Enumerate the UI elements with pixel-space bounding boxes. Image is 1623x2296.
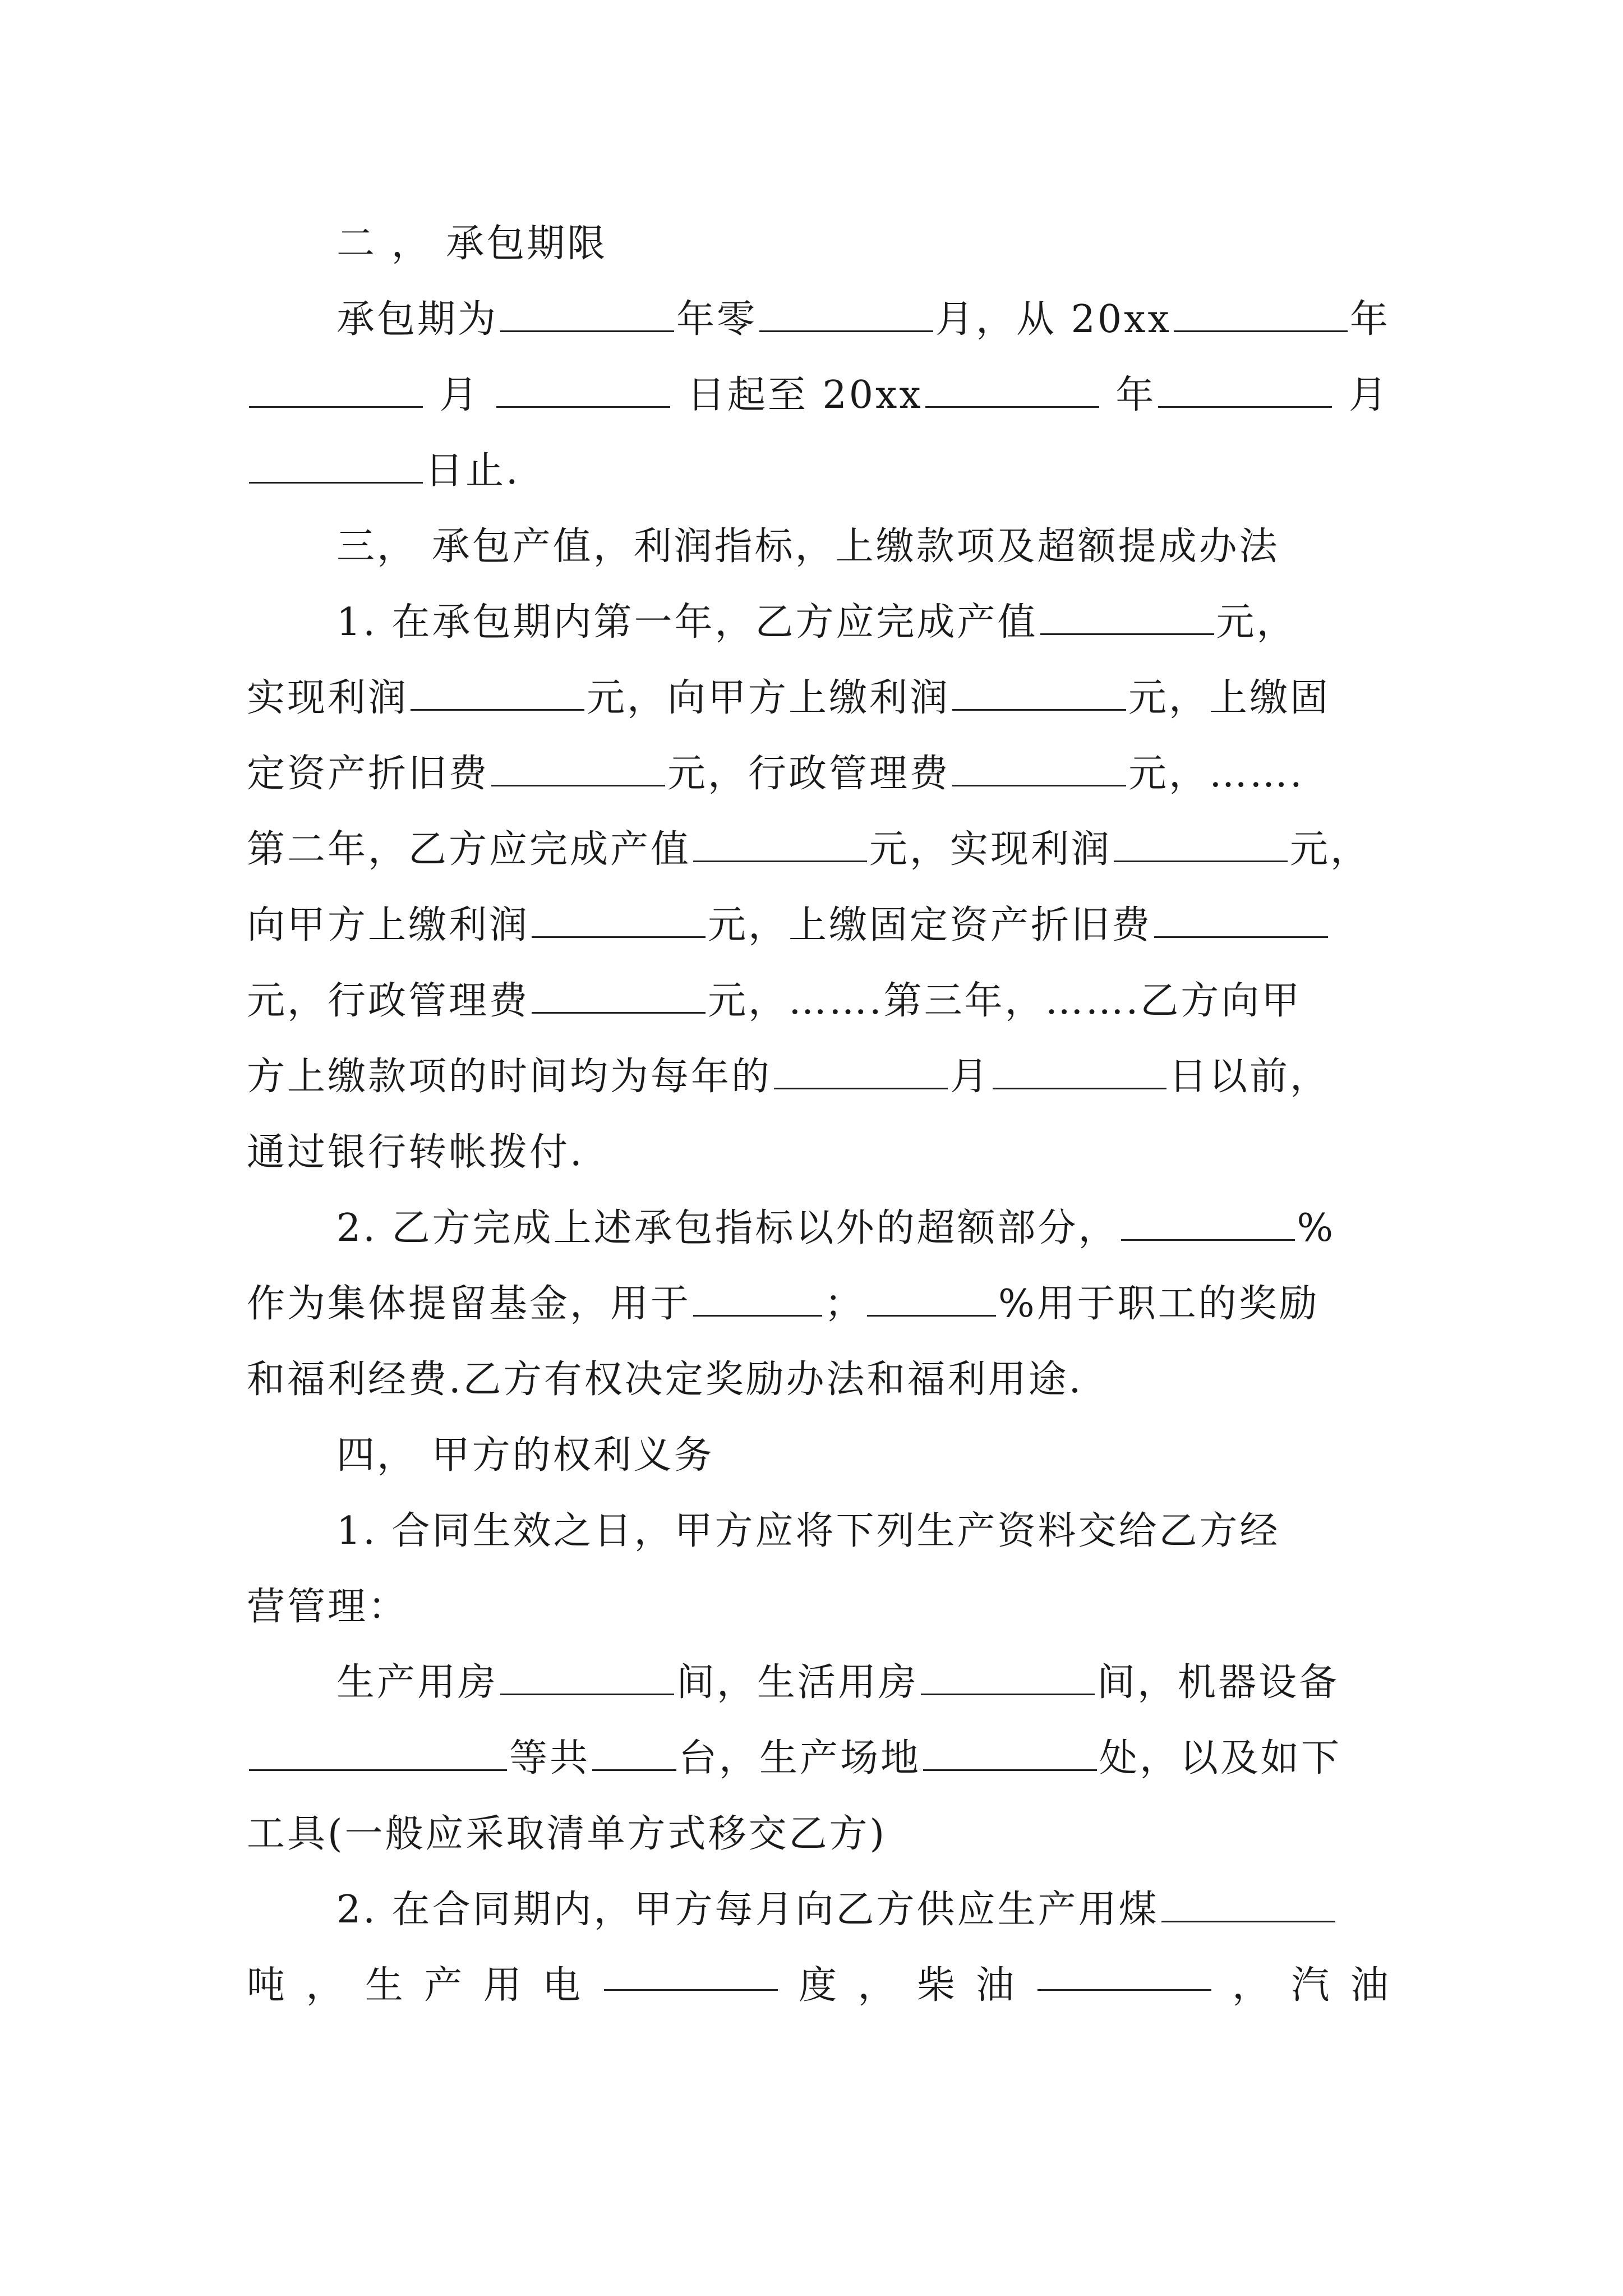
blank-field bbox=[491, 751, 665, 786]
blank-field bbox=[693, 826, 867, 862]
text: 方上缴款项的时间均为每年的 bbox=[247, 1055, 772, 1099]
blank-field bbox=[249, 448, 423, 484]
text: 元，上缴固 bbox=[1128, 676, 1331, 720]
text: 年 bbox=[1349, 297, 1390, 342]
text: 2. 乙方完成上述承包指标以外的超额部分， bbox=[336, 1206, 1119, 1250]
text: 油 bbox=[976, 1963, 1017, 2008]
blank-field bbox=[592, 1735, 676, 1771]
blank-field bbox=[952, 675, 1126, 711]
text: 和福利经费.乙方有权决定奖励办法和福利用途. bbox=[247, 1358, 1083, 1402]
text: 日起至 20xx bbox=[686, 373, 923, 417]
text: 度 bbox=[798, 1963, 839, 2008]
blank-field bbox=[500, 296, 674, 332]
text: 间，机器设备 bbox=[1097, 1660, 1340, 1705]
blank-field bbox=[249, 372, 423, 408]
paragraph-line bbox=[247, 819, 1391, 881]
text: 月 bbox=[439, 373, 480, 417]
blank-field bbox=[1114, 826, 1288, 862]
text: 年 bbox=[1115, 373, 1156, 417]
text: 吨 bbox=[247, 1963, 288, 2008]
text: ， bbox=[857, 1963, 898, 2008]
text: 1. 在承包期内第一年，乙方应完成产值 bbox=[336, 600, 1038, 645]
blank-field bbox=[774, 1053, 948, 1089]
paragraph-line bbox=[336, 1198, 1391, 1259]
blank-field bbox=[921, 1659, 1095, 1695]
blank-field bbox=[923, 1735, 1097, 1771]
paragraph-line: 营管理： bbox=[247, 1585, 409, 1629]
paragraph-line bbox=[247, 1273, 1391, 1335]
term-line-2 bbox=[247, 365, 1391, 426]
text: 实现利润 bbox=[247, 676, 409, 720]
text: 承包期为 bbox=[336, 297, 499, 342]
text: 间，生活用房 bbox=[676, 1660, 919, 1705]
text: 处，以及如下 bbox=[1099, 1736, 1342, 1780]
text: 用 bbox=[483, 1963, 524, 2008]
section-3-heading: 三， 承包产值，利润指标，上缴款项及超额提成办法 bbox=[336, 524, 1280, 569]
blank-field bbox=[1174, 296, 1348, 332]
blank-field bbox=[532, 978, 706, 1014]
text: ； bbox=[824, 1282, 865, 1326]
text: 日止. bbox=[425, 449, 520, 493]
paragraph-line bbox=[247, 1046, 1391, 1108]
paragraph-line bbox=[336, 1879, 1391, 1941]
text: 等共 bbox=[509, 1736, 591, 1780]
blank-field bbox=[500, 1659, 674, 1695]
blank-field bbox=[1040, 599, 1214, 635]
blank-field bbox=[411, 675, 584, 711]
text: 通过银行转帐拨付. bbox=[247, 1130, 584, 1175]
blank-field bbox=[759, 296, 933, 332]
text: 元，向甲方上缴利润 bbox=[587, 676, 951, 720]
text: 定资产折旧费 bbox=[247, 752, 490, 796]
blank-field bbox=[496, 372, 670, 408]
blank-field bbox=[249, 1735, 507, 1771]
text: 2. 在合同期内，甲方每月向乙方供应生产用煤 bbox=[336, 1888, 1159, 1932]
text: 柴 bbox=[916, 1963, 957, 2008]
blank-field bbox=[604, 1955, 778, 1991]
term-line-3 bbox=[247, 440, 1391, 502]
text: 生 bbox=[365, 1963, 405, 2008]
text: 元，行政管理费 bbox=[667, 752, 951, 796]
text: 元，行政管理费 bbox=[247, 979, 530, 1023]
text: 年零 bbox=[676, 297, 758, 342]
text: 产 bbox=[424, 1963, 465, 2008]
section-4-heading: 四， 甲方的权利义务 bbox=[336, 1433, 714, 1478]
blank-field bbox=[993, 1053, 1166, 1089]
blank-field bbox=[1158, 372, 1332, 408]
text: 元， bbox=[1216, 600, 1297, 645]
text: 元，…….第三年，…….乙方向甲 bbox=[708, 979, 1302, 1023]
paragraph-line: 1. 合同生效之日，甲方应将下列生产资料交给乙方经 bbox=[336, 1509, 1280, 1553]
paragraph-line bbox=[247, 970, 1391, 1032]
text: 日以前， bbox=[1169, 1055, 1331, 1099]
paragraph-line bbox=[247, 895, 1391, 956]
paragraph-line bbox=[247, 1728, 1391, 1789]
paragraph-line bbox=[247, 668, 1391, 729]
blank-field bbox=[532, 902, 706, 938]
text: 元，……. bbox=[1128, 752, 1304, 796]
section-2-heading: 二 ， 承包期限 bbox=[336, 222, 608, 266]
blank-field bbox=[1121, 1205, 1295, 1241]
text: ， bbox=[1232, 1963, 1273, 2008]
text: 月 bbox=[950, 1055, 991, 1099]
text: 向甲方上缴利润 bbox=[247, 903, 530, 947]
paragraph-line bbox=[336, 1652, 1391, 1714]
blank-field bbox=[1154, 902, 1328, 938]
text: 电 bbox=[542, 1963, 583, 2008]
text: 作为集体提留基金，用于 bbox=[247, 1282, 691, 1326]
text: 月 bbox=[1349, 373, 1390, 417]
text: 月，从 20xx bbox=[935, 297, 1172, 342]
blank-field bbox=[925, 372, 1099, 408]
blank-field bbox=[952, 751, 1126, 786]
text: 汽 bbox=[1291, 1963, 1332, 2008]
text: % bbox=[1297, 1206, 1336, 1250]
paragraph-line bbox=[336, 592, 1391, 654]
text: 元，上缴固定资产折旧费 bbox=[708, 903, 1152, 947]
text: %用于职工的奖励 bbox=[998, 1282, 1320, 1326]
text: 元，实现利润 bbox=[869, 827, 1112, 872]
text: ， bbox=[306, 1963, 347, 2008]
paragraph-line: 工具(一般应采取清单方式移交乙方) bbox=[247, 1812, 887, 1856]
text: 台，生产场地 bbox=[679, 1736, 921, 1780]
blank-field bbox=[1038, 1955, 1211, 1991]
blank-field bbox=[867, 1281, 996, 1317]
paragraph-line bbox=[247, 743, 1391, 805]
text: 油 bbox=[1350, 1963, 1391, 2008]
paragraph-line bbox=[247, 1349, 1391, 1411]
text: 第二年，乙方应完成产值 bbox=[247, 827, 691, 872]
blank-field bbox=[693, 1281, 822, 1317]
term-line-1 bbox=[336, 289, 1391, 351]
paragraph-line bbox=[247, 1122, 1391, 1184]
text: 元， bbox=[1290, 827, 1371, 872]
text: 生产用房 bbox=[336, 1660, 499, 1705]
blank-field bbox=[1161, 1887, 1335, 1922]
paragraph-line-justified bbox=[247, 1955, 1391, 2017]
